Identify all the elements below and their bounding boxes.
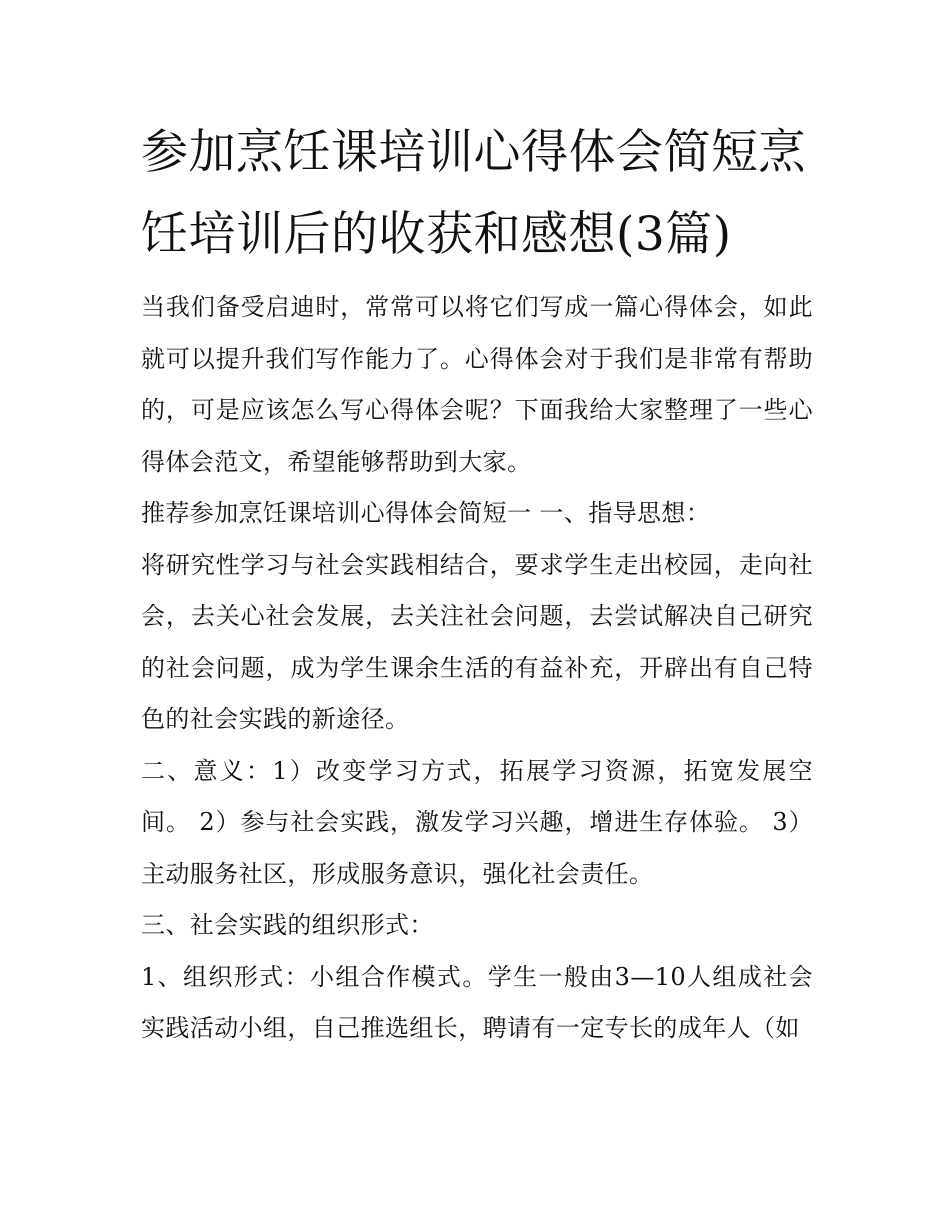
document-page xyxy=(141,112,813,1055)
paragraph-organization-heading: 三、社会实践的组织形式： xyxy=(141,911,434,939)
paragraph-guiding-idea: 将研究性学习与社会实践相结合，要求学生走出校园，走向社会，去关心社会发展，去关注社会问题，去尝试解决自己研究的社会问题，成为学生课余生活的有益补充，开辟出有自己特色的社会实践的新途径。 xyxy=(141,550,813,733)
paragraph-organization-form: 1、组织形式：小组合作模式。学生一般由3—10人组成社会实践活动小组，自己推选组长，聘请有一定专长的成年人（如 xyxy=(141,962,813,1042)
paragraph-intro: 当我们备受启迪时，常常可以将它们写成一篇心得体会，如此就可以提升我们写作能力了。心得体会对于我们是非常有帮助的，可是应该怎么写心得体会呢？下面我给大家整理了一些心得体会范文，希望能够帮助到大家。 xyxy=(141,293,813,476)
paragraph-section-heading: 推荐参加烹饪课培训心得体会简短一 一、指导思想： xyxy=(141,499,711,527)
document-title: 参加烹饪课培训心得体会简短烹饪培训后的收获和感想(3篇) xyxy=(141,125,806,262)
paragraph-significance: 二、意义：1）改变学习方式，拓展学习资源，拓宽发展空间。 2）参与社会实践，激发学习兴趣，增进生存体验。 3）主动服务社区，形成服务意识，强化社会责任。 xyxy=(141,756,813,888)
